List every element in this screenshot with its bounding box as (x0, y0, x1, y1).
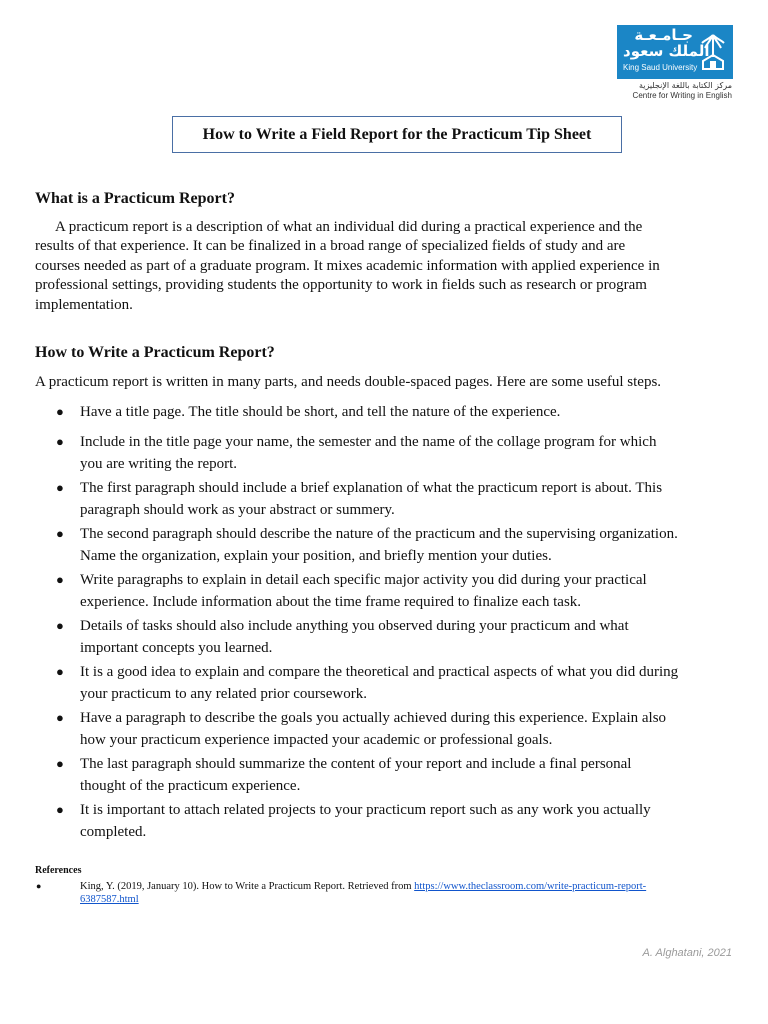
section-heading-what-is: What is a Practicum Report? (35, 190, 235, 207)
bullet-icon: ● (56, 617, 64, 633)
bullet-icon: ● (56, 525, 64, 541)
logo-arabic-line1: جـامـعـة (634, 26, 693, 44)
references-heading: References (35, 865, 82, 876)
paragraph-line: courses needed as part of a graduate program. It mixes academic information with applied experience in (35, 257, 660, 274)
paragraph-line: A practicum report is a description of what an individual did during a practical experience and the (55, 219, 643, 235)
list-item (0, 569, 740, 614)
document-title: How to Write a Field Report for the Practicum Tip Sheet (172, 116, 622, 153)
reference-item (36, 880, 710, 906)
list-item-line: Details of tasks should also include anything you observed during your practicum and what (80, 617, 629, 634)
bullet-icon: ● (56, 433, 64, 449)
list-item (0, 799, 740, 844)
list-item-line: The second paragraph should describe the nature of the practicum and the supervising organization. (80, 525, 678, 542)
author-footer: A. Alghatani, 2021 (642, 947, 732, 959)
centre-name-arabic: مركز الكتابة باللغة الإنجليزية (638, 81, 732, 90)
list-item-line: It is important to attach related projects to your practicum report such as any work you actually (80, 801, 651, 818)
list-item-line: thought of the practicum experience. (80, 778, 301, 794)
logo-arabic-line2: الملك سعود (623, 42, 710, 60)
list-item-line: The last paragraph should summarize the content of your report and include a final personal (80, 755, 632, 772)
list-item (0, 707, 740, 752)
list-item (0, 477, 740, 522)
list-item (0, 431, 740, 476)
section2-intro: A practicum report is written in many parts, and needs double-spaced pages. Here are some useful steps. (35, 374, 662, 390)
bullet-icon: ● (56, 801, 64, 817)
list-item-line: Name the organization, explain your position, and briefly mention your duties. (80, 548, 552, 564)
paragraph-line: implementation. (35, 296, 133, 313)
list-item (0, 753, 740, 798)
bullet-icon: ● (56, 755, 64, 771)
list-item-line: paragraph should work as your abstract or summery. (80, 502, 395, 518)
list-item (0, 523, 740, 568)
list-item-line: important concepts you learned. (80, 640, 273, 656)
bullet-icon: ● (56, 479, 64, 495)
list-item-line: experience. Include information about the time frame required to finalize each task. (80, 594, 582, 610)
list-item-line: Write paragraphs to explain in detail each specific major activity you did during your practical (80, 571, 647, 588)
university-logo (617, 25, 733, 79)
list-item-line: Have a title page. The title should be short, and tell the nature of the experience. (80, 404, 561, 420)
list-item (0, 401, 740, 424)
bullet-icon: ● (56, 404, 64, 419)
logo-english-name: King Saud University (623, 63, 698, 72)
list-item (0, 661, 740, 706)
steps-list (0, 401, 768, 845)
palm-emblem-icon (699, 31, 727, 71)
list-item-line: completed. (80, 824, 147, 840)
section1-paragraph (35, 218, 735, 315)
list-item-line: Have a paragraph to describe the goals you actually achieved during this experience. Explain also (80, 709, 667, 726)
bullet-icon: ● (36, 881, 42, 891)
bullet-icon: ● (56, 709, 64, 725)
paragraph-line: results of that experience. It can be finalized in a broad range of specialized fields of study and are (35, 238, 626, 255)
list-item-line: Include in the title page your name, the semester and the name of the collage program for which (80, 433, 657, 450)
list-item-line: how your practicum experience impacted your academic or professional goals. (80, 732, 553, 748)
reference-link-part1: https://www.theclassroom.com/write-practicum-report- (414, 881, 647, 892)
paragraph-line: professional settings, providing students the opportunity to work in fields such as research or program (35, 277, 647, 294)
reference-link-part2: 6387587.html (80, 894, 139, 905)
list-item-line: your practicum to any related prior coursework. (80, 686, 367, 702)
bullet-icon: ● (56, 663, 64, 679)
list-item-line: The first paragraph should include a brief explanation of what the practicum report is about. This (80, 479, 663, 496)
list-item-line: It is a good idea to explain and compare the theoretical and practical aspects of what you did during (80, 663, 679, 680)
section-heading-how-to: How to Write a Practicum Report? (35, 344, 275, 361)
centre-name-english: Centre for Writing in English (632, 91, 732, 100)
reference-text: King, Y. (2019, January 10). How to Write a Practicum Report. Retrieved from (80, 881, 415, 892)
list-item-line: you are writing the report. (80, 456, 238, 472)
bullet-icon: ● (56, 571, 64, 587)
list-item (0, 615, 740, 660)
